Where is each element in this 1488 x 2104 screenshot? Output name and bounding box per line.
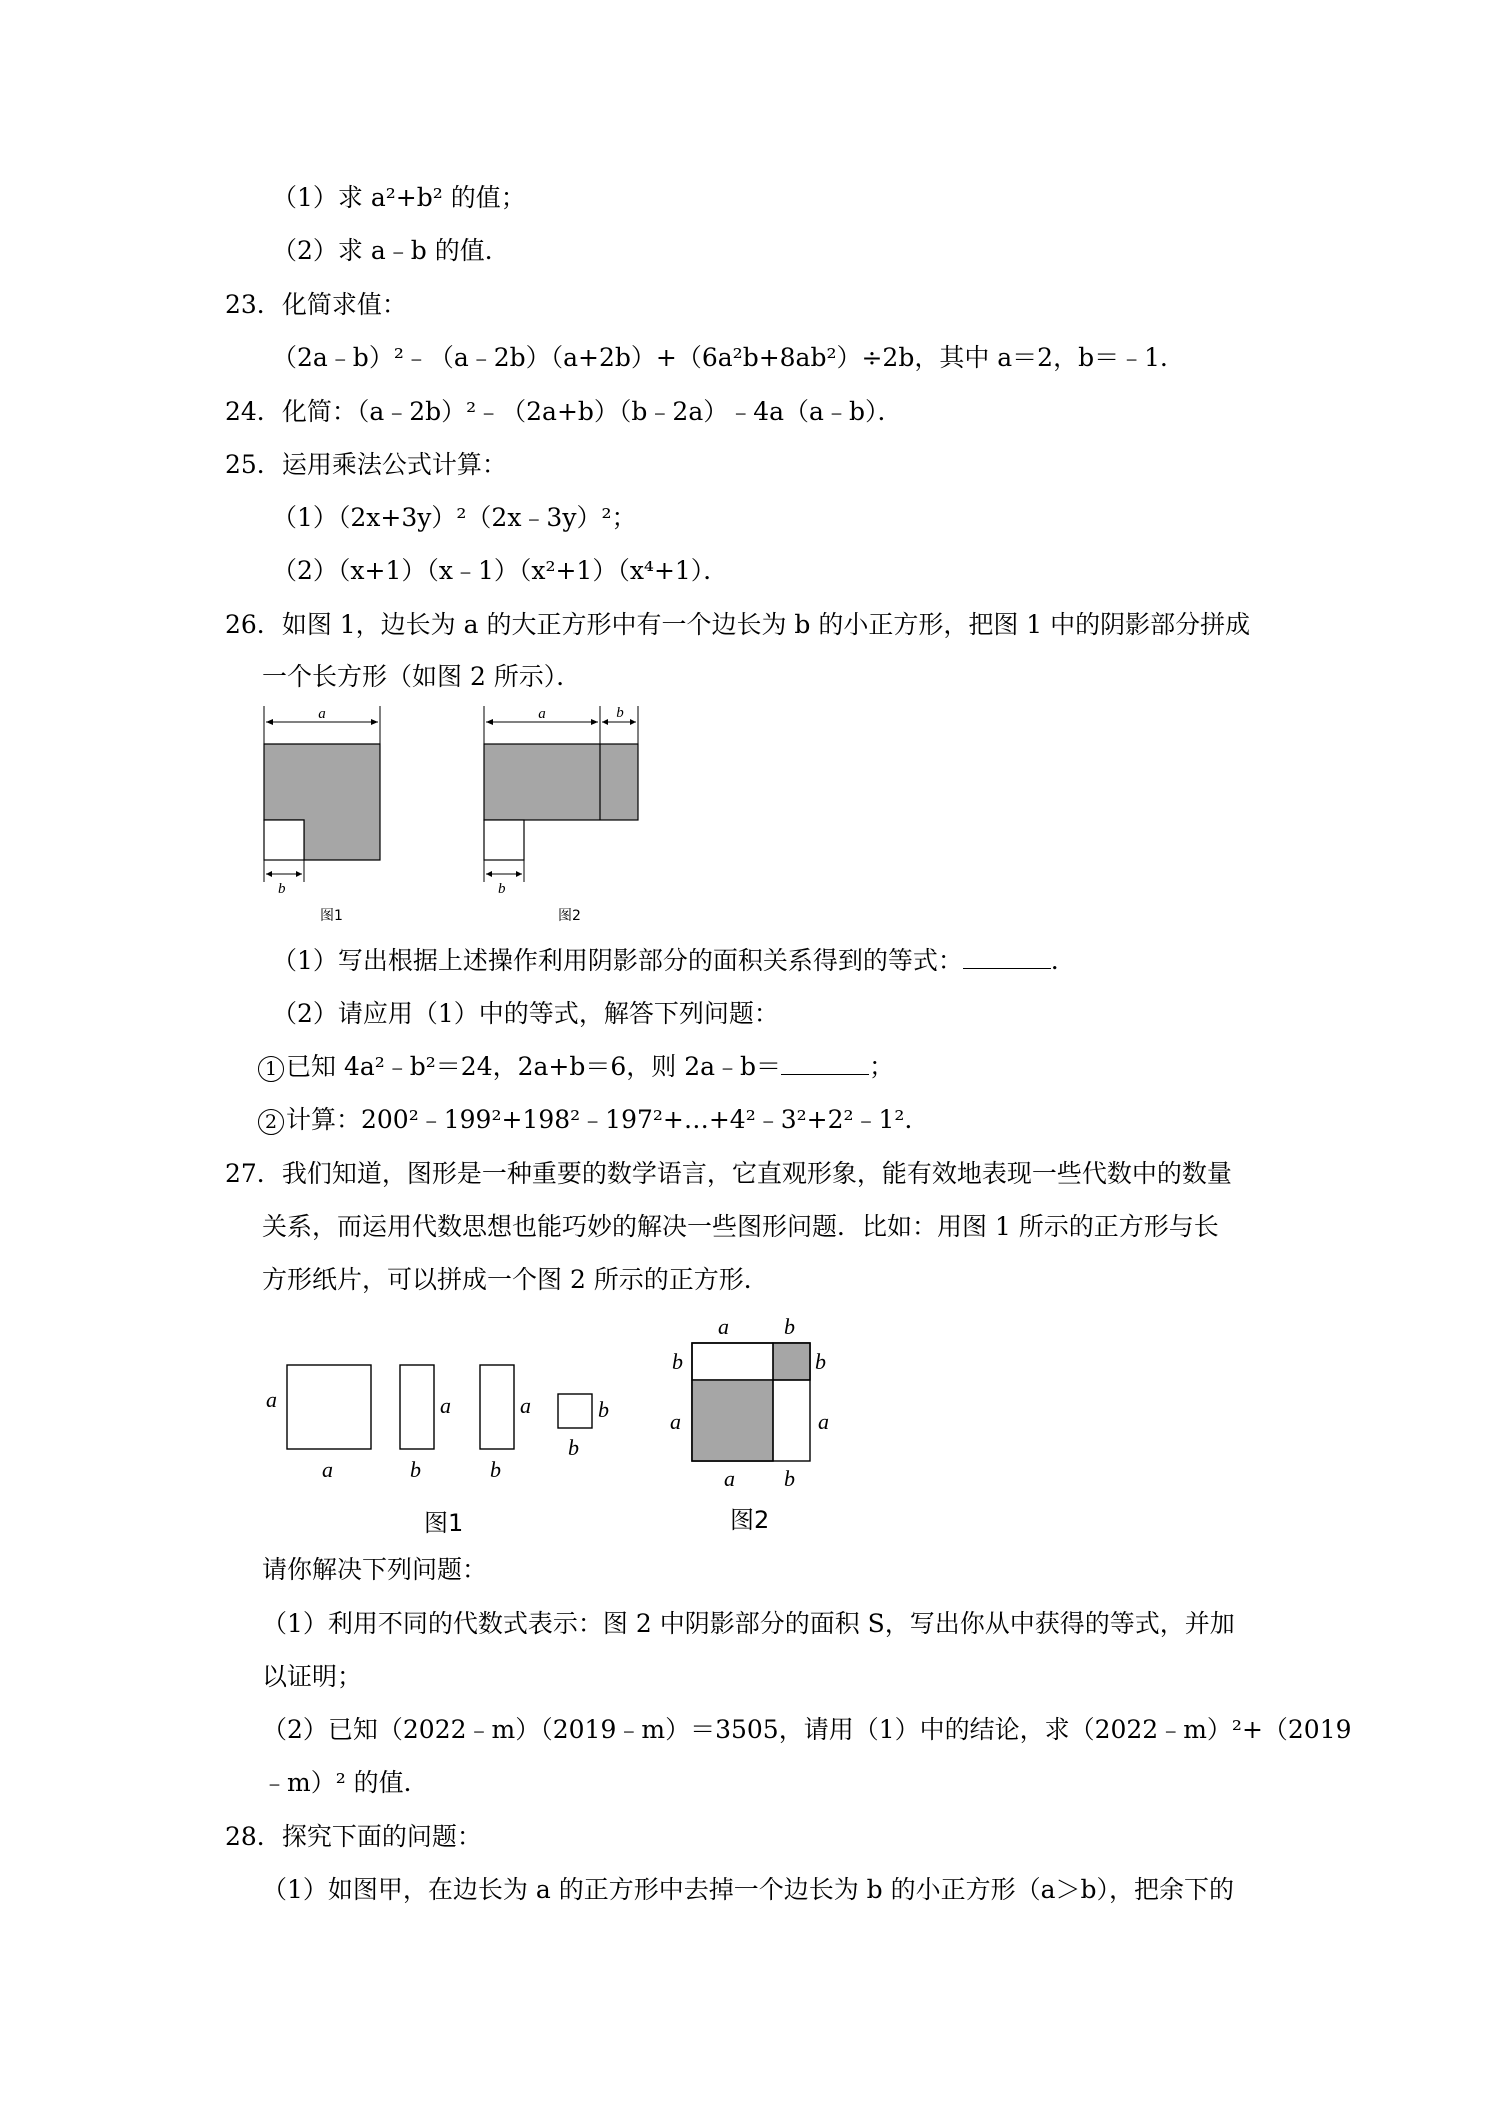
q27-fig1-square-side: a — [266, 1387, 277, 1412]
q27-part1-line2: 以证明； — [262, 1662, 363, 1691]
q27-part2-line1: （2）已知（2022﹣m）（2019﹣m）＝3505，请用（1）中的结论，求（2022﹣m）²+（2019 — [262, 1715, 1352, 1744]
q27-figure2 — [660, 1310, 860, 1540]
q22-part1: （1）求 a²+b² 的值； — [272, 183, 526, 212]
q27-fig1-small-bottom: b — [568, 1435, 579, 1460]
q27-fig2-bottom-b: b — [784, 1466, 795, 1491]
q27-fig1-rectangle-2 — [480, 1365, 514, 1449]
q23-expression: （2a﹣b）²﹣（a﹣2b）（a+2b）+（6a²b+8ab²）÷2b，其中 a＝2，b＝﹣1． — [272, 343, 1186, 372]
q26-figure2 — [470, 700, 650, 940]
q26-fig2-label-b-bottom: b — [498, 881, 506, 897]
q27-fig1-caption: 图1 — [424, 1509, 464, 1537]
q27-fig2-shaded-small-square — [773, 1343, 810, 1380]
q27-fig2-bottom-a: a — [724, 1466, 735, 1491]
q28-title: 探究下面的问题： — [281, 1822, 482, 1851]
q27-fig1-small-side: b — [598, 1397, 609, 1422]
q26-subq1-blank[interactable] — [781, 1052, 869, 1075]
q25-heading — [225, 450, 507, 480]
q23-title: 化简求值： — [281, 290, 407, 319]
q26-text1: 如图 1，边长为 a 的大正方形中有一个边长为 b 的小正方形，把图 1 中的阴影部分拼成 — [281, 610, 1251, 639]
q26-figure1 — [250, 700, 400, 940]
q27-line2: 关系，而运用代数思想也能巧妙的解决一些图形问题．比如：用图 1 所示的正方形与长 — [262, 1212, 1219, 1241]
q27-fig2-top-b: b — [784, 1314, 795, 1339]
q23-number: 23． — [225, 290, 282, 319]
q27-fig2-shaded-big-square — [692, 1380, 773, 1461]
q26-subq1-end: ； — [869, 1052, 895, 1081]
q26-subq2 — [258, 1105, 929, 1135]
circled-2-icon: 2 — [258, 1109, 284, 1135]
q27-part1-line1: （1）利用不同的代数式表示：图 2 中阴影部分的面积 S，写出你从中获得的等式，并加 — [262, 1609, 1235, 1638]
q26-subq1 — [258, 1052, 894, 1082]
q26-subq2-text: 计算：200²﹣199²+198²﹣197²+…+4²﹣3²+2²﹣1²． — [286, 1105, 930, 1134]
q27-fig1-rect1-side: a — [440, 1393, 451, 1418]
q26-fig2-label-a: a — [538, 706, 546, 722]
q25-part2: （2）（x+1）（x﹣1）（x²+1）（x⁴+1）． — [272, 556, 729, 585]
q27-line1 — [225, 1159, 1232, 1189]
q26-fig1-label-b: b — [278, 881, 286, 897]
q27-fig2-caption: 图2 — [730, 1506, 770, 1534]
q28-part1: （1）如图甲，在边长为 a 的正方形中去掉一个边长为 b 的小正方形（a＞b），把余下的 — [262, 1875, 1235, 1904]
q27-fig1-small-square — [558, 1394, 592, 1428]
q26-line2: 一个长方形（如图 2 所示）． — [262, 662, 582, 691]
q27-number: 27． — [225, 1159, 282, 1188]
q27-fig2-right-b: b — [815, 1349, 826, 1374]
q28-number: 28． — [225, 1822, 282, 1851]
q27-fig1-rect1-bottom: b — [410, 1457, 421, 1482]
q26-fig2-small-square — [484, 820, 524, 860]
q25-part1: （1）（2x+3y）²（2x﹣3y）²； — [272, 503, 637, 532]
q23-heading — [225, 290, 407, 320]
q27-fig2-left-b: b — [672, 1349, 683, 1374]
q26-fig2-shaded-rectangle — [484, 744, 638, 820]
q27-text1: 我们知道，图形是一种重要的数学语言，它直观形象，能有效地表现一些代数中的数量 — [281, 1159, 1232, 1188]
q26-part1 — [272, 946, 1076, 976]
q27-figure1 — [262, 1355, 622, 1545]
q24-number: 24． — [225, 397, 282, 426]
q25-number: 25． — [225, 450, 282, 479]
q27-part2-line2: ﹣m）² 的值． — [262, 1768, 429, 1797]
q26-fig2-caption: 图2 — [558, 908, 581, 924]
q26-fig1-small-square — [264, 820, 304, 860]
q26-part1-text: （1）写出根据上述操作利用阴影部分的面积关系得到的等式： — [272, 946, 963, 975]
q26-line1 — [225, 610, 1250, 640]
q27-fig2-left-a: a — [670, 1409, 681, 1434]
q27-fig1-big-square — [287, 1365, 371, 1449]
q24-text: 化简：（a﹣2b）²﹣（2a+b）（b﹣2a）﹣4a（a﹣b）． — [281, 397, 903, 426]
q27-fig2-right-a: a — [818, 1409, 829, 1434]
q26-number: 26． — [225, 610, 282, 639]
q22-part2: （2）求 a﹣b 的值． — [272, 236, 510, 265]
q26-fig2-label-b-top: b — [616, 705, 624, 721]
q27-fig1-rectangle-1 — [400, 1365, 434, 1449]
q27-fig1-rect2-side: a — [520, 1393, 531, 1418]
q26-part1-blank[interactable] — [963, 946, 1051, 969]
q27-fig2-top-a: a — [718, 1314, 729, 1339]
circled-1-icon: 1 — [258, 1056, 284, 1082]
q27-ask: 请你解决下列问题： — [262, 1555, 488, 1584]
q26-subq1-text: 已知 4a²﹣b²＝24，2a+b＝6，则 2a﹣b＝ — [286, 1052, 782, 1081]
q26-part2: （2）请应用（1）中的等式，解答下列问题： — [272, 999, 779, 1028]
q26-part1-end: ． — [1050, 946, 1076, 975]
q25-title: 运用乘法公式计算： — [281, 450, 507, 479]
q27-fig1-square-bottom: a — [322, 1457, 333, 1482]
q24 — [225, 397, 902, 427]
q28-heading — [225, 1822, 482, 1852]
q26-fig1-caption: 图1 — [320, 908, 343, 924]
q27-fig1-rect2-bottom: b — [490, 1457, 501, 1482]
q26-fig1-label-a: a — [318, 706, 326, 722]
q27-line3: 方形纸片，可以拼成一个图 2 所示的正方形． — [262, 1265, 769, 1294]
